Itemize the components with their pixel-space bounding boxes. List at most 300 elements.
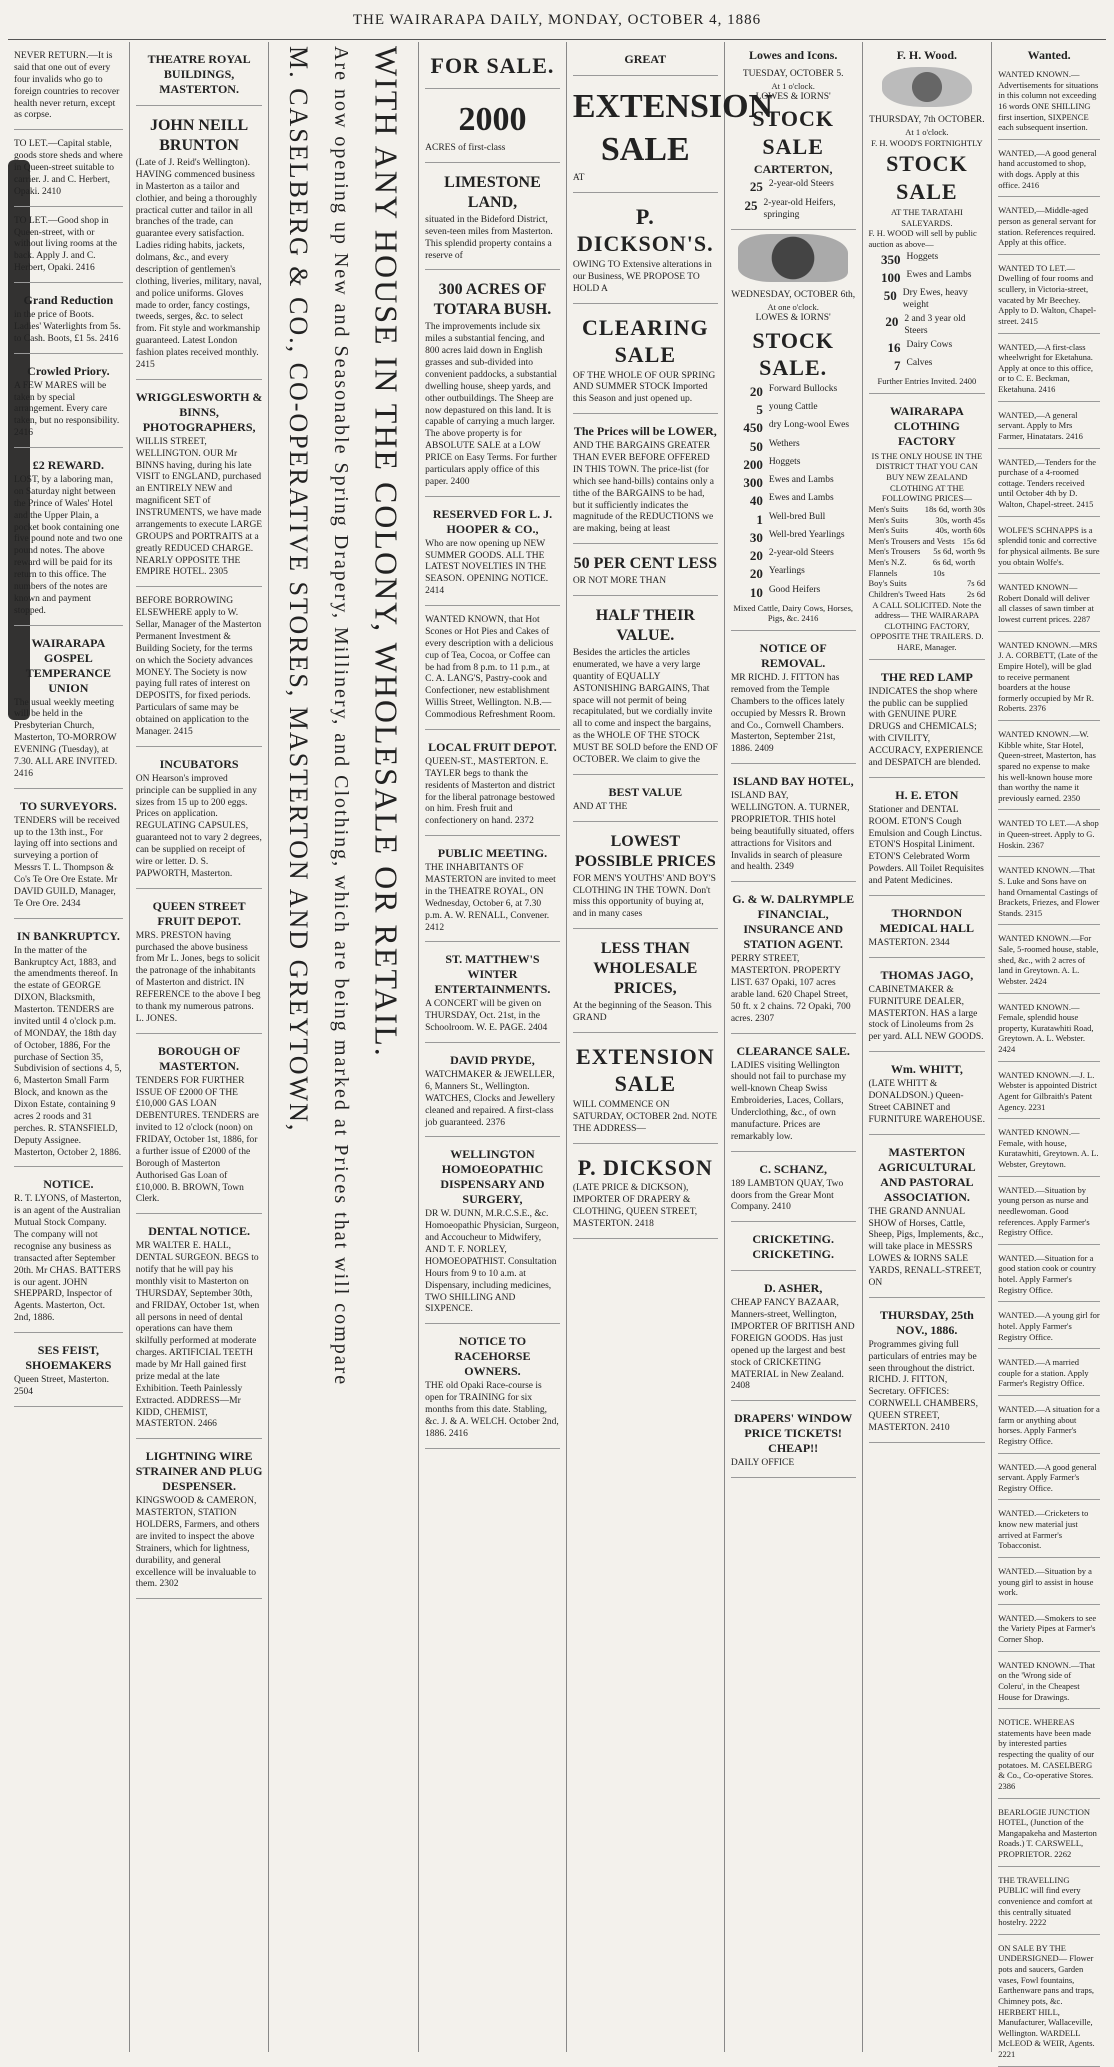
- ad-heading: WRIGGLESWORTH & BINNS, PHOTOGRAPHERS,: [135, 389, 263, 434]
- advertisement: [731, 1275, 856, 1401]
- ad-heading: MASTERTON AGRICULTURAL AND PASTORAL ASSOCIATION.: [878, 1144, 976, 1204]
- ad-heading: DRAPERS' WINDOW PRICE TICKETS! CHEAP!!: [734, 1411, 853, 1456]
- stock-count: 10: [749, 584, 763, 600]
- wanted-item: WANTED TO LET.—Dwelling of four rooms and scullery, in Victoria-street, vacated by Mr Beechey. Apply to D. Walton, Chapel-street. 2415: [998, 259, 1100, 334]
- ad-text: situated in the Bideford District, seven-teen miles from Masterton. This splendid property contains a reserve of: [425, 214, 553, 261]
- advertisement: [425, 46, 560, 89]
- ad-text: in the price of Boots. Ladies' Waterlights from 5s. to Cash. Boots, £1 5s. 2416: [14, 310, 121, 344]
- stock-sale-carterton: [731, 65, 856, 230]
- ad-heading: EXTENSION SALE: [572, 88, 774, 168]
- wanted-item: WANTED,—A first-class wheelwright for Eketahuna. Apply at once to this office, or to C. E. Beckman, Eketahuna. 2416: [998, 338, 1100, 402]
- caselberg-line-1: M. CASELBERG & CO., CO-OPERATIVE STORES, MASTERTON AND GREYTOWN,: [284, 46, 314, 1133]
- stock-count: 350: [881, 251, 901, 267]
- ad-heading: SES FEIST, SHOEMAKERS: [25, 1343, 112, 1372]
- ad-text: QUEEN-ST., MASTERTON. E. TAYLER begs to thank the residents of Masterton and district for the liberal patronage bestowed on him. Fresh fruit and confectionery on hand. 2372: [425, 756, 555, 827]
- ad-text: OR NOT MORE THAN: [572, 576, 667, 587]
- advertisement: [573, 933, 718, 1033]
- sale-time: At one o'clock.: [767, 302, 819, 313]
- advertisement: [14, 1171, 123, 1333]
- advertisement: [14, 46, 123, 130]
- column-1: [8, 42, 130, 2052]
- stock-item: [731, 493, 856, 509]
- advertisement: [869, 1302, 986, 1443]
- ad-text: 189 LAMBTON QUAY, Two doors from the Grear Mont Company. 2410: [730, 1178, 844, 1213]
- ad-text: In the matter of the Bankruptcy Act, 1883, and the amendments thereof. In the estate of GEORGE DIXON, Blacksmith, Masterton. TENDERS are invited until 4 o'clock p.m. of MONDAY, the 18th day of October, 1886, For the purchase of Section 35, Subdivision of sections 4, 5, 6, Masterton Small Farm Block, and known as the Dixon Estate, containing 9 acres 2 roods and 31 perches. R. STANSFIELD, Deputy Assignee. Masterton, October 2, 1886.: [14, 945, 122, 1158]
- stock-count: 20: [749, 383, 763, 399]
- advertisement: [14, 134, 123, 206]
- ad-heading: LOCAL FRUIT DEPOT.: [428, 739, 557, 754]
- stock-count: 300: [743, 475, 763, 490]
- stock-count: 50: [749, 438, 763, 454]
- ad-text: A CONCERT will be given on THURSDAY, Oct. 21st, in the Schoolroom. W. E. PAGE. 2404: [425, 999, 548, 1034]
- stock-item: [869, 314, 986, 338]
- sale-date: WEDNESDAY, OCTOBER 6th,: [731, 290, 856, 301]
- ad-text: The improvements include six miles a substantial fencing, and 800 acres laid down in English grasses and sub-divided into convenient paddocks, a substantial dwelling house, sheep yards, and other outbuildings. The Sheep are now depastured on this land. It is capable of carrying a much larger. The above property is for ABSOLUTE SALE at a LOW PRICE on Easy Terms. For further particulars apply office of this paper. 2400: [425, 322, 558, 487]
- sale-title: STOCK SALE.: [752, 327, 834, 381]
- advertisement: [869, 1139, 986, 1298]
- ad-heading: FOR SALE.: [430, 53, 555, 78]
- advertisement: [425, 274, 560, 496]
- ad-heading: THORNDON MEDICAL HALL: [879, 905, 975, 935]
- stock-item: [731, 475, 856, 491]
- wanted-item: WANTED TO LET.—A shop in Queen-street. Apply to G. Hoskin. 2367: [998, 814, 1100, 857]
- ad-heading: Grand Reduction: [23, 293, 114, 307]
- price-item: Men's N.Z. Flannels: [868, 557, 907, 578]
- advertisement: [573, 548, 718, 596]
- ad-text: INDICATES the shop where the public can be supplied with GENUINE PURE DRUGS and CHEMICALS; with CIVILITY, ACCURACY, EXPERIENCE and DESPATCH are blended.: [868, 686, 983, 768]
- ad-heading: The Prices will be LOWER,: [573, 424, 717, 439]
- ad-heading: P. DICKSON: [577, 1154, 713, 1180]
- ad-text: TENDERS will be received up to the 13th inst., For laying off into sections and surveying a portion of Messrs T. L. Thompson & Co's Te Ore Ore Estate. Mr DAVID GUILD, Manager, Te Ore Ore. 2434: [14, 815, 120, 909]
- ad-text: FOR MEN'S YOUTHS' AND BOY'S CLOTHING IN THE TOWN. Don't miss this opportunity of buying at, and in many cases: [572, 873, 716, 920]
- ad-text: TO LET.—Capital stable, goods store sheds and where in Queen-street suitable to carrier. J. and C. Herbert, Opaki. 2410: [14, 139, 123, 197]
- advertisement: [869, 962, 986, 1052]
- stock-item: [731, 548, 856, 564]
- column-3-caselberg-ad: [269, 42, 419, 2052]
- ad-text: R. T. LYONS, of Masterton, is an agent of the Australian Mutual Stock Company. The company will not recognise any business as transacted after September 20th. Mr CHAS. BATTERS is our agent. JOHN SHEPPARD, Inspector of Agents. Masterton, Oct. 2nd, 1886.: [14, 1194, 122, 1324]
- price-row: [869, 525, 986, 536]
- stock-desc: Dairy Cows: [906, 339, 953, 350]
- sale-foot: Further Entries Invited. 2400: [877, 376, 977, 387]
- stock-item: [869, 270, 986, 286]
- advertisement: [573, 826, 718, 930]
- stock-sale-wednesday: [731, 286, 856, 631]
- ad-heading: IN BANKRUPTCY.: [16, 928, 120, 943]
- ad-text: WILL COMMENCE ON SATURDAY, OCTOBER 2nd. NOTE THE ADDRESS—: [572, 1099, 718, 1134]
- ad-heading: LESS THAN WHOLESALE PRICES,: [593, 940, 698, 998]
- advertisement: [425, 734, 560, 836]
- advertisement: [136, 1443, 263, 1599]
- ad-text: THE GRAND ANNUAL SHOW of Horses, Cattle, Sheep, Pigs, Implements, &c., will take place in MESSRS LOWES & IORNS SALE YARDS, RENALL-STREET, ON: [868, 1206, 984, 1288]
- stock-item: [731, 420, 856, 436]
- wanted-item: WANTED.—Cricketers to know new material just arrived at Farmer's Tobacconist.: [998, 1504, 1100, 1558]
- price-value: 6s 6d, worth 10s: [932, 557, 976, 578]
- price-value: 2s 6d: [967, 588, 986, 599]
- ad-heading: THE RED LAMP: [880, 669, 973, 684]
- ad-text: THE old Opaki Race-course is open for TRAINING for six months from this date. Stabling, &c. J. & A. WELCH. October 2nd, 1886. 2416: [425, 1381, 559, 1439]
- ad-heading: GREAT: [624, 52, 667, 66]
- stock-desc: Ewes and Lambs: [906, 269, 972, 280]
- advertisement: [14, 211, 123, 283]
- stock-desc: Good Heifers: [768, 584, 821, 595]
- stock-desc: Hoggets: [906, 251, 939, 262]
- advertisement: [731, 1038, 856, 1152]
- stock-count: 25: [749, 179, 763, 195]
- wanted-item: BEARLOGIE JUNCTION HOTEL, (Junction of the Mangapakeha and Masterton Roads.) T. CARSWELL, PROPRIETOR. 2262: [998, 1803, 1100, 1867]
- advertisement: [869, 782, 986, 896]
- ad-heading: DAVID PRYDE,: [450, 1053, 535, 1067]
- stock-count: 5: [756, 402, 763, 417]
- advertisement: [425, 610, 560, 730]
- ad-heading: LIGHTNING WIRE STRAINER AND PLUG DESPENSER.: [135, 1449, 263, 1494]
- sale-firm: LOWES & IORNS': [755, 91, 831, 102]
- column-4: [419, 42, 567, 2052]
- stock-count: 40: [749, 493, 763, 509]
- ad-heading: CLEARING SALE: [582, 314, 709, 367]
- advertisement: [425, 840, 560, 942]
- wanted-header: Wanted.: [1027, 48, 1071, 62]
- ad-heading: THEATRE ROYAL BUILDINGS, MASTERTON.: [147, 52, 251, 96]
- stock-item: [731, 530, 856, 546]
- ad-text: (LATE WHITT & DONALDSON.) Queen-Street CABINET and FURNITURE WAREHOUSE.: [868, 1079, 985, 1125]
- wanted-item: WANTED KNOWN.—That S. Luke and Sons have on hand Ornamental Castings of Brackets, Friezes, and Flower Stands. 2315: [998, 861, 1100, 925]
- price-value: 18s 6d, worth 30s: [924, 503, 986, 514]
- price-row: [869, 536, 986, 547]
- column-7-fh-wood: [863, 42, 993, 2052]
- wood-stock-sale: [869, 111, 986, 394]
- wanted-item: WANTED.—A young girl for hotel. Apply Farmer's Registry Office.: [998, 1306, 1100, 1349]
- wanted-item: WANTED.—A situation for a farm or anything about horses. Apply Farmer's Registry Office.: [998, 1400, 1100, 1454]
- ad-heading: CRICKETING. CRICKETING.: [752, 1232, 834, 1262]
- wanted-item: WANTED KNOWN.—For Sale, 5-roomed house, stable, shed, &c., with 2 acres of land in Greytown. A. L. Webster. 2424: [998, 929, 1100, 993]
- ad-text: WATCHMAKER & JEWELLER, 6, Manners St., Wellington. WATCHES, Clocks and Jewellery cleaned and repaired. A first-class job guaranteed. 2376: [425, 1070, 555, 1128]
- ad-heading: H. E. ETON: [895, 787, 959, 802]
- ad-heading: BOROUGH OF MASTERTON.: [157, 1043, 241, 1073]
- sale-title: STOCK SALE: [752, 106, 834, 159]
- advertisement: [731, 1156, 856, 1223]
- ad-text: A FEW MARES will be taken by special arrangement. Every care taken, but no responsibility. 2416: [14, 380, 120, 439]
- stock-item: [869, 288, 986, 312]
- stock-item: [731, 179, 856, 195]
- stock-count: 16: [887, 339, 901, 355]
- price-row: [869, 546, 986, 557]
- advertisement: [573, 779, 718, 822]
- ad-heading: BEST VALUE: [608, 784, 683, 799]
- advertisement: [573, 418, 718, 544]
- wanted-item: WANTED,—A general servant. Apply to Mrs Farmer, Hinatatars. 2416: [998, 406, 1100, 449]
- stock-count: 30: [749, 529, 763, 545]
- factory-foot: A CALL SOLICITED. Note the address— THE WAIRARAPA CLOTHING FACTORY, OPPOSITE THE TRAILERS. D. HARE, Manager.: [870, 599, 984, 652]
- stock-count: 7: [894, 357, 901, 373]
- sale-time: At 1 o'clock.: [771, 80, 815, 91]
- clothing-factory-ad: [869, 398, 986, 660]
- column-7-rest: [869, 664, 986, 1443]
- ad-text: MR RICHD. J. FITTON has removed from the Temple Chambers to the offices lately occupied by Messrs R. Brown and Co., Cornwell Chambers. Masterton, September 21st, 1886. 2409: [730, 673, 846, 755]
- column-8-wanted: [992, 42, 1106, 2059]
- ad-text: NEVER RETURN.—It is said that one out of every four invalids who go to foreign countries to recover health never return, except as corpse.: [14, 51, 120, 121]
- stock-count: 25: [744, 197, 758, 213]
- sale-foot: Mixed Cattle, Dairy Cows, Horses, Pigs, &c. 2416: [733, 602, 854, 624]
- advertisement: [14, 1337, 123, 1407]
- advertisement: [136, 384, 263, 588]
- ad-heading: NOTICE TO RACEHORSE OWNERS.: [454, 1334, 531, 1379]
- sale-title: STOCK SALE: [886, 151, 968, 204]
- ad-heading: NOTICE.: [43, 1177, 94, 1192]
- ad-text: Queen Street, Masterton. 2504: [14, 1375, 109, 1397]
- wanted-item: WANTED.—Smokers to see the Variety Pipes at Farmer's Corner Shop.: [998, 1609, 1100, 1652]
- ad-text: PERRY STREET, MASTERTON. PROPERTY LIST. 637 Opaki, 107 acres arable land. 620 Chapel Street, 50 ft. x 2 chains. 72 Opaki, 700 acres. 2307: [730, 954, 851, 1024]
- sale-place: AT THE TARATAHI SALEYARDS.: [890, 207, 963, 228]
- stock-item: [731, 402, 856, 418]
- advertisement: [14, 287, 123, 354]
- advertisement: [573, 308, 718, 415]
- ad-text: Stationer and DENTAL ROOM. ETON'S Cough Emulsion and Cough Linctus. ETON'S Hospital Liniment. ETON'S Celebrated Worm Powders. All Toilet Requisites and Patent Medicines.: [868, 804, 984, 886]
- wanted-item: ON SALE BY THE UNDERSIGNED— Flower pots and saucers, Garden vases, Fowl fountains, Earthenware pans and traps, Chimney pots, &c. HERBERT HILL, Manufacturer, Wallaceville, Wellington. WARDELL McLEOD & WEIR, Agents. 2221: [998, 1939, 1100, 2067]
- advertisement: [425, 167, 560, 271]
- stock-desc: Hoggets: [768, 456, 801, 467]
- price-item: Boy's Suits: [868, 578, 907, 589]
- wanted-list: [998, 65, 1100, 2067]
- sale-firm: LOWES & IORNS': [755, 312, 831, 323]
- ad-heading: WELLINGTON HOMOEOPATHIC DISPENSARY AND SURGERY,: [440, 1147, 545, 1207]
- advertisement: [731, 886, 856, 1033]
- ad-text: The usual weekly meeting will be held in the Presbyterian Church, Masterton, TO-MORROW EVENING (Tuesday), at 7.30. ALL ARE INVITED. 2416: [14, 697, 118, 779]
- advertisement: [136, 591, 263, 747]
- ad-text: KINGSWOOD & CAMERON, MASTERTON, STATION HOLDERS, Farmers, and others are invited to inspect the above Strainers, which for lightness, durability, and general excellence will be invaluable to them. 2302: [135, 1496, 260, 1590]
- ad-text: (Late of J. Reid's Wellington). HAVING commenced business in Masterton as a tailor and clothier, and being a thoroughly practical cutter and tailor in all branches of the trade, can guarantee every satisfaction. Ladies riding habits, jackets, dolmans, &c., and every description of gentlemen's clothing, liveries, military, naval, and police uniforms. Gloves made to order, fancy costings, tweeds, serges, &c. to select from. Fit style and workmanship guaranteed. Latest London fashion plates received monthly. 2415: [135, 158, 262, 370]
- wanted-item: WANTED,—Tenders for the purchase of a 4-roomed cottage. Tenders received until October 4th by D. Walton, Chapel-street. 2415: [998, 453, 1100, 517]
- column-6-rest: [731, 635, 856, 1478]
- stock-count: 50: [883, 288, 897, 304]
- ad-text: AND AT THE: [572, 801, 628, 812]
- stock-count: 1: [756, 511, 763, 527]
- stock-item: [869, 358, 986, 374]
- advertisement: [869, 664, 986, 778]
- sheep-illustration: [882, 67, 972, 107]
- advertisement: [425, 1328, 560, 1448]
- ad-text: WILLIS STREET, WELLINGTON. OUR Mr BINNS having, during his late VISIT to ENGLAND, purchased an ENTIRELY NEW and magnificent SET of INSTRUMENTS, we have made arrangements to execute LARGE GROUPS and PORTRAITS at a greatly REDUCED CHARGE. NEARLY OPPOSITE THE EMPIRE HOTEL. 2305: [135, 436, 263, 578]
- wanted-item: WANTED.—Situation by a young girl to assist in house work.: [998, 1562, 1100, 1605]
- advertisement: [136, 1038, 263, 1215]
- price-value: 7s 6d: [967, 578, 986, 589]
- wanted-item: WANTED,—Middle-aged person as general servant for station. References required. Apply at this office.: [998, 201, 1100, 255]
- stock-count: 100: [881, 269, 901, 285]
- stock-item: [731, 457, 856, 473]
- advertisement: [136, 110, 263, 380]
- stock-desc: Ewes and Lambs: [768, 475, 834, 485]
- stock-desc: 2 and 3 year old Steers: [904, 313, 966, 336]
- ad-text: MRS. PRESTON having purchased the above business from Mr L. Jones, begs to solicit the patronage of the inhabitants of Masterton and district. IN REFERENCE to the above I beg to thank my numerous patrons. L. JONES.: [135, 930, 261, 1024]
- stock-desc: Forward Bullocks: [768, 383, 838, 394]
- advertisement: [136, 751, 263, 889]
- ad-text: ISLAND BAY, WELLINGTON. A. TURNER, PROPRIETOR. THIS hotel being beautifully situated, offers attractions for Visitors and Invalids in search of pleasure and health. 2349: [730, 791, 855, 873]
- price-row: [869, 515, 986, 526]
- sale-intro: F. H. WOOD will sell by public auction as above—: [868, 228, 977, 249]
- column-6-lowes-iorns: [725, 42, 863, 2052]
- ad-heading: ST. MATTHEW'S WINTER ENTERTAINMENTS.: [434, 952, 551, 997]
- ad-heading: HALF THEIR VALUE.: [595, 607, 695, 644]
- advertisement: [573, 197, 718, 304]
- price-value: 15s 6d: [962, 535, 986, 546]
- wanted-item: WANTED KNOWN.—Female, splendid house property, Kuratawhiti Road, Greytown. A. L. Webster. 2424: [998, 998, 1100, 1062]
- stock-count: 20: [885, 313, 899, 329]
- price-row: [869, 557, 986, 578]
- wanted-item: WOLFE'S SCHNAPPS is a splendid tonic and corrective for physical ailments. Be sure you obtain Wolfe's.: [998, 521, 1100, 575]
- ad-text: CHEAP FANCY BAZAAR, Manners-street, Wellington, IMPORTER OF BRITISH AND FOREIGN GOODS. Has just opened up the largest and best stock of CRICKETING MATERIAL in New Zealand. 2408: [730, 1298, 855, 1392]
- advertisement: [14, 923, 123, 1168]
- ad-text: ON Hearson's improved principle can be supplied in any sizes from 15 up to 200 eggs. Prices on application. REGULATING CAPSULES, guaranteed not to vary 2 degrees, can be supplied on receipt of wire or letter. D. S. PAPWORTH, Masterton.: [135, 773, 262, 879]
- lowes-header: Lowes and Icons.: [748, 48, 838, 62]
- sale-date: THURSDAY, 7th OCTOBER.: [869, 115, 985, 125]
- stock-desc: dry Long-wool Ewes: [768, 420, 850, 431]
- ad-heading: C. SCHANZ,: [759, 1161, 827, 1176]
- ad-heading: LIMESTONE LAND,: [444, 173, 541, 211]
- price-item: Men's Trousers: [868, 546, 921, 557]
- stock-item: [869, 340, 986, 356]
- wanted-item: WANTED KNOWN.—MRS J. A. CORBETT, (Late of the Empire Hotel), will be glad to receive permanent boarders at the house formerly occupied by Mr R. Roberts. 2376: [998, 636, 1100, 721]
- wanted-item: WANTED KNOWN.—Female, with house, Kuratawhiti, Greytown. A. L. Webster, Greytown.: [998, 1123, 1100, 1177]
- price-value: 5s 6d, worth 9s: [933, 546, 986, 557]
- caselberg-line-3: WITH ANY HOUSE IN THE COLONY, WHOLESALE OR RETAIL.: [368, 46, 405, 1058]
- price-item: Men's Trousers and Vests: [868, 535, 955, 546]
- wanted-item: NOTICE. WHEREAS statements have been made by interested parties respecting the quality of our potatoes. M. CASELBERG & Co., Co-operative Stores. 2386: [998, 1713, 1100, 1798]
- advertisement: [14, 630, 123, 789]
- stock-count: 20: [749, 548, 763, 563]
- advertisement: [425, 501, 560, 606]
- sale-place: CARTERTON,: [753, 162, 833, 177]
- advertisement: [731, 635, 856, 764]
- ad-heading: WAIRARAPA GOSPEL TEMPERANCE UNION: [25, 635, 112, 695]
- ad-text: (LATE PRICE & DICKSON), IMPORTER OF DRAPERY & CLOTHING, QUEEN STREET, MASTERTON. 2418: [572, 1183, 698, 1229]
- stock-item: [731, 198, 856, 222]
- stock-desc: 2-year-old Heifers, springing: [763, 197, 836, 220]
- price-row: [869, 578, 986, 589]
- advertisement: [14, 358, 123, 448]
- advertisement: [731, 768, 856, 882]
- stock-desc: Ewes and Lambs: [768, 493, 834, 504]
- price-item: Men's Suits: [868, 525, 909, 536]
- ad-text: OWING TO Extensive alterations in our Business, WE PROPOSE TO HOLD A: [572, 259, 712, 294]
- price-item: Children's Tweed Hats: [868, 588, 946, 599]
- advertisement: [136, 893, 263, 1034]
- wanted-item: WANTED.—A good general servant. Apply Farmer's Registry Office.: [998, 1458, 1100, 1501]
- ad-text: THE INHABITANTS OF MASTERTON are invited to meet in the THEATRE ROYAL, ON Wednesday, October 6, at 7.30 p.m. A. W. RENALL, Convener. 2412: [425, 863, 556, 933]
- ad-text: OF THE WHOLE OF OUR SPRING AND SUMMER STOCK Imported this Season and just opened up.: [572, 370, 716, 405]
- sale-items: [869, 252, 986, 375]
- column-2: [130, 42, 270, 2052]
- stock-item: [731, 439, 856, 455]
- stock-count: 20: [749, 566, 763, 582]
- wanted-item: WANTED.—Situation by young person as nurse and needlewoman. Good references. Apply Farmer's Registry Office.: [998, 1181, 1100, 1245]
- ad-text: AND THE BARGAINS GREATER THAN EVER BEFORE OFFERED IN THIS TOWN. The price-list (for which see hand-bills) contains only a tithe of the BARGAINS to be had, but it sufficiently indicates the magnitude of the REDUCTIONS we are making, being at least: [572, 441, 714, 535]
- ad-text: TENDERS FOR FURTHER ISSUE OF £2000 OF THE £10,000 GAS LOAN DEBENTURES. TENDERS are invited to 12 o'clock (noon) on FRIDAY, October 1st, 1886, for a further issue of £2000 of the Borough of Masterton Authorised Gas Loan of £10,000. B. BROWN, Town Clerk.: [135, 1075, 259, 1205]
- advertisement: [731, 1226, 856, 1271]
- advertisement: [731, 1405, 856, 1478]
- ad-heading: £2 REWARD.: [32, 458, 105, 472]
- stock-item: [731, 585, 856, 601]
- ad-heading: LOWEST POSSIBLE PRICES: [574, 832, 716, 870]
- ad-heading: EXTENSION SALE: [576, 1043, 715, 1097]
- ad-text: TO LET.—Good shop in Queen-street, with or without living rooms at the back. Apply J. and C. Herbert, Opaki. 2416: [14, 215, 117, 274]
- advertisement: [136, 1218, 263, 1439]
- ad-text: MR WALTER E. HALL, DENTAL SURGEON. BEGS to notify that he will pay his monthly visit to Masterton on THURSDAY, September 30th, and FRIDAY, October 1st, when all persons in need of dental operations can have them skilfully performed at moderate charges. ARTIFICIAL TEETH made by Mr Hall gained first prize medal at the late Exhibition. Teeth Painlessly Extracted. ADDRESS—Mr KIDD, CHEMIST, MASTERTON. 2466: [135, 1241, 260, 1430]
- ad-heading: TO SURVEYORS.: [20, 798, 117, 813]
- ad-heading: G. & W. DALRYMPLE FINANCIAL, INSURANCE AND STATION AGENT.: [732, 892, 855, 952]
- ad-text: Besides the articles the articles enumerated, we have a very large quantity of EQUALLY ASTONISHING BARGAINS, That space will not permit of being recapitulated, but we cordially invite all to come and inspect the bargains, as the WHOLE OF THE STOCK MUST BE SOLD before the END OF OCTOBER. We claim to give the: [572, 648, 718, 765]
- ad-heading: CLEARANCE SALE.: [736, 1043, 850, 1058]
- ad-text: LOST, by a laboring man, on Saturday night between the Prince of Wales' Hotel and the Upper Plain, a pocket book containing one five pound note and two one pound notes. The above reward will be paid for its return to this office. The numbers of the notes are known and payment stopped.: [14, 475, 123, 616]
- stock-desc: Well-bred Bull: [768, 511, 826, 522]
- advertisement: [425, 1047, 560, 1137]
- wanted-item: WANTED,—A good general hand accustomed to shop, with dogs. Apply at this office. 2416: [998, 144, 1100, 198]
- stock-desc: Well-bred Yearlings: [768, 529, 845, 540]
- ad-heading: Wm. WHITT,: [890, 1062, 963, 1077]
- stock-count: 450: [743, 420, 763, 436]
- caselberg-line-2: Are now opening up New and Seasonable Spring Drapery, Millinery, and Clothing, which are being marked at Prices that will compare: [329, 46, 352, 1387]
- stock-count: 200: [743, 456, 763, 472]
- masthead: THE WAIRARAPA DAILY, MONDAY, OCTOBER 4, 1886: [8, 6, 1106, 40]
- stock-item: [731, 512, 856, 528]
- sale-firm: F. H. WOOD'S FORTNIGHTLY: [871, 137, 983, 148]
- stock-desc: Yearlings: [768, 566, 805, 577]
- ad-text: BEFORE BORROWING ELSEWHERE apply to W. Sellar, Manager of the Masterton Permanent Investment & Building Society, for the terms on which the Society advances MONEY. The Society is now paying full rates of interest on DEPOSITS, for fixed periods. Particulars of same may be obtained on application to the Manager. 2415: [135, 596, 262, 737]
- ad-heading: RESERVED FOR L. J. HOOPER & CO.,: [432, 506, 553, 536]
- factory-title: WAIRARAPA CLOTHING FACTORY: [889, 403, 964, 448]
- ad-text: MASTERTON. 2344: [868, 937, 950, 948]
- wanted-item: THE TRAVELLING PUBLIC will find every convenience and comfort at this centrally situated hostelry. 2222: [998, 1871, 1100, 1935]
- ad-heading: THOMAS JAGO,: [880, 967, 974, 982]
- ad-heading: 2000: [458, 100, 527, 138]
- ad-heading: D. ASHER,: [763, 1281, 823, 1296]
- stock-desc: 2-year-old Steers: [768, 548, 834, 558]
- sale-date: TUESDAY, OCTOBER 5.: [742, 69, 844, 79]
- price-row: [869, 589, 986, 600]
- ad-heading: 50 PER CENT LESS: [573, 555, 717, 573]
- ad-heading: INCUBATORS: [159, 756, 239, 771]
- advertisement: [14, 452, 123, 626]
- ad-heading: QUEEN STREET FRUIT DEPOT.: [152, 898, 246, 928]
- advertisement: [573, 1037, 718, 1144]
- stock-desc: 2-year-old Steers: [768, 179, 834, 190]
- ad-heading: P. DICKSON'S.: [577, 203, 714, 257]
- wanted-item: WANTED KNOWN—Robert Donald will deliver all classes of sawn timber at lowest current prices. 2287: [998, 578, 1100, 632]
- advertisement: [573, 46, 718, 76]
- ad-heading: JOHN NEILL BRUNTON: [149, 117, 249, 154]
- ad-text: CABINETMAKER & FURNITURE DEALER, MASTERTON. HAS a large stock of Linoleums from 2s per yard. ALL NEW GOODS.: [868, 984, 984, 1043]
- stock-item: [731, 384, 856, 400]
- wanted-item: WANTED.—A married couple for a station. Apply Farmer's Registry Office.: [998, 1353, 1100, 1396]
- price-row: [869, 504, 986, 515]
- ad-text: LADIES visiting Wellington should not fail to purchase my well-known Cheap Swiss Embroideries, Laces, Collars, Underclothing, &c., of own manufacture. Prices are remarkably low.: [730, 1060, 847, 1142]
- advertisement: [425, 1141, 560, 1324]
- factory-sub: IS THE ONLY HOUSE IN THE DISTRICT THAT YOU CAN BUY NEW ZEALAND CLOTHING AT THE FOLLOWING PRICES—: [871, 450, 983, 504]
- ad-text: Who are now opening up NEW SUMMER GOODS. ALL THE LATEST NOVELTIES IN THE SEASON. OPENING NOTICE. 2414: [425, 538, 549, 597]
- cattle-illustration: [738, 234, 848, 282]
- wanted-item: WANTED KNOWN.—W. Kibble white, Star Hotel, Queen-street, Masterton, has spared no expense to make his well-known house more than worthy the name it previously earned. 2350: [998, 725, 1100, 810]
- stock-desc: young Cattle: [768, 402, 818, 412]
- stock-desc: Dry Ewes, heavy weight: [902, 288, 968, 310]
- ad-text: DAILY OFFICE: [730, 1458, 795, 1469]
- advertisement: [573, 1148, 718, 1239]
- ad-heading: PUBLIC MEETING.: [437, 846, 548, 861]
- stock-item: [869, 252, 986, 268]
- ad-heading: 300 ACRES OF TOTARA BUSH.: [433, 281, 552, 319]
- wanted-item: WANTED KNOWN.—J. L. Webster is appointed District Agent for Gilbraith's Patent Agency. 2231: [998, 1066, 1100, 1120]
- stock-desc: Wethers: [768, 438, 800, 449]
- stock-item: [731, 566, 856, 582]
- ad-heading: NOTICE OF REMOVAL.: [759, 641, 827, 670]
- ad-text: WANTED KNOWN, that Hot Scones or Hot Pies and Cakes of every description with a delicious cup of Tea, Cocoa, or Coffee can be had from 8 p.m. to 11 p.m., at C. A. LANG'S, Pastry-cook and Confectioner, new establishment Willis Street, Wellington. N.B.—Commodious Refreshment Room.: [425, 615, 556, 720]
